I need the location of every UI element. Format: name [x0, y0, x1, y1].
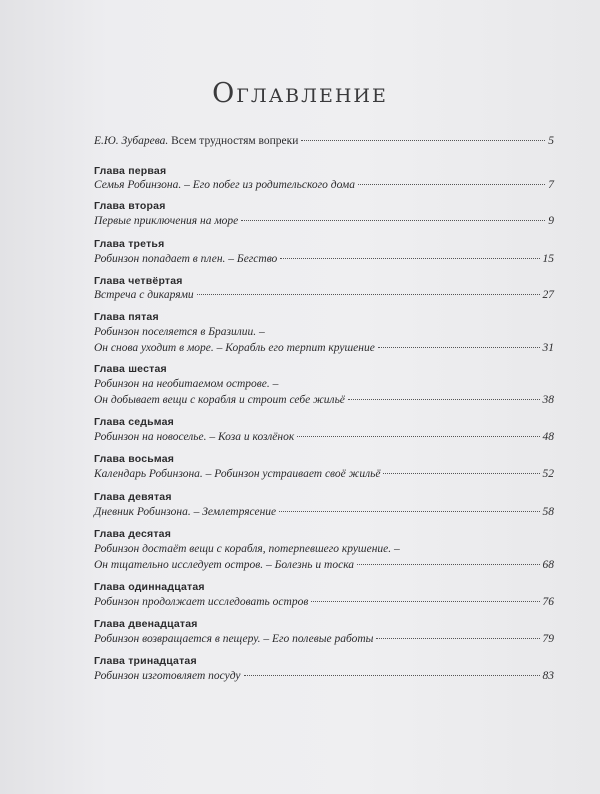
- chapter-heading: Глава седьмая: [94, 416, 175, 428]
- chapter-description: Встреча с дикарями: [94, 289, 194, 301]
- chapter-heading: Глава восьмая: [94, 453, 175, 465]
- chapter-heading: Глава двенадцатая: [94, 618, 198, 630]
- chapter-page: 7: [548, 179, 554, 191]
- chapter-heading: Глава вторая: [94, 200, 166, 212]
- intro-title: Всем трудностям вопреки: [171, 135, 299, 147]
- intro-page: 5: [548, 135, 554, 147]
- toc-intro-entry: [94, 134, 554, 148]
- chapter-description: Робинзон поселяется в Бразилии. –: [94, 326, 265, 338]
- chapter-heading: Глава тринадцатая: [94, 655, 197, 667]
- leader-dots: [378, 347, 540, 348]
- chapter-heading: Глава четвёртая: [94, 275, 183, 287]
- leader-dots: [301, 140, 545, 141]
- chapter-heading: Глава девятая: [94, 491, 172, 503]
- chapter-page: 27: [542, 289, 554, 301]
- chapter-description: Робинзон на необитаемом острове. –: [94, 378, 279, 390]
- leader-dots: [241, 220, 545, 221]
- chapter-description: Он тщательно исследует остров. – Болезнь и тоска: [94, 559, 355, 571]
- chapter-heading: Глава десятая: [94, 528, 172, 540]
- leader-dots: [383, 473, 539, 474]
- leader-dots: [244, 675, 540, 676]
- chapter-description: Дневник Робинзона. – Землетрясение: [94, 506, 277, 518]
- chapter-page: 52: [542, 468, 554, 480]
- chapter-entry: [94, 288, 554, 302]
- chapter-description: Робинзон попадает в плен. – Бегство: [94, 253, 278, 265]
- chapter-page: 58: [542, 506, 554, 518]
- chapter-page: 9: [548, 215, 554, 227]
- chapter-entry: [94, 393, 554, 407]
- chapter-entry: [94, 252, 554, 266]
- leader-dots: [280, 258, 539, 259]
- chapter-description: Он добывает вещи с корабля и строит себе жильё: [94, 394, 345, 406]
- chapter-heading: Глава шестая: [94, 363, 167, 375]
- chapter-entry: [94, 632, 554, 646]
- chapter-page: 76: [542, 596, 554, 608]
- leader-dots: [311, 601, 539, 602]
- leader-dots: [279, 511, 539, 512]
- chapter-page: 38: [542, 394, 554, 406]
- chapter-page: 48: [542, 431, 554, 443]
- chapter-entry: [94, 178, 554, 192]
- chapter-description: Робинзон на новоселье. – Коза и козлёнок: [94, 431, 295, 443]
- chapter-heading: Глава третья: [94, 238, 165, 250]
- leader-dots: [297, 436, 539, 437]
- chapter-heading: Глава первая: [94, 165, 167, 177]
- chapter-page: 83: [542, 670, 554, 682]
- leader-dots: [376, 638, 539, 639]
- chapter-heading: Глава пятая: [94, 311, 159, 323]
- leader-dots: [357, 564, 539, 565]
- intro-author: Е.Ю. Зубарева.: [94, 135, 169, 147]
- chapter-entry: [94, 595, 554, 609]
- chapter-entry: [94, 430, 554, 444]
- chapter-description: Робинзон возвращается в пещеру. – Его полевые работы: [94, 633, 374, 645]
- chapter-entry: [94, 214, 554, 228]
- chapter-description: Робинзон достаёт вещи с корабля, потерпевшего крушение. –: [94, 543, 400, 555]
- chapter-description: Календарь Робинзона. – Робинзон устраивает своё жильё: [94, 468, 381, 480]
- chapter-entry: [94, 558, 554, 572]
- leader-dots: [358, 184, 545, 185]
- chapter-entry: [94, 341, 554, 355]
- chapter-description: Робинзон изготовляет посуду: [94, 670, 241, 682]
- leader-dots: [197, 294, 540, 295]
- chapter-heading: Глава одиннадцатая: [94, 581, 205, 593]
- chapter-entry: [94, 467, 554, 481]
- chapter-description: Робинзон продолжает исследовать остров: [94, 596, 309, 608]
- chapter-page: 68: [542, 559, 554, 571]
- page-title: Оглавление: [212, 78, 388, 109]
- chapter-description: Семья Робинзона. – Его побег из родительского дома: [94, 179, 355, 191]
- chapter-description: Первые приключения на море: [94, 215, 239, 227]
- chapter-page: 79: [542, 633, 554, 645]
- chapter-page: 31: [542, 342, 554, 354]
- chapter-description: Он снова уходит в море. – Корабль его терпит крушение: [94, 342, 375, 354]
- chapter-entry: [94, 669, 554, 683]
- chapter-entry: [94, 505, 554, 519]
- chapter-page: 15: [542, 253, 554, 265]
- leader-dots: [348, 399, 540, 400]
